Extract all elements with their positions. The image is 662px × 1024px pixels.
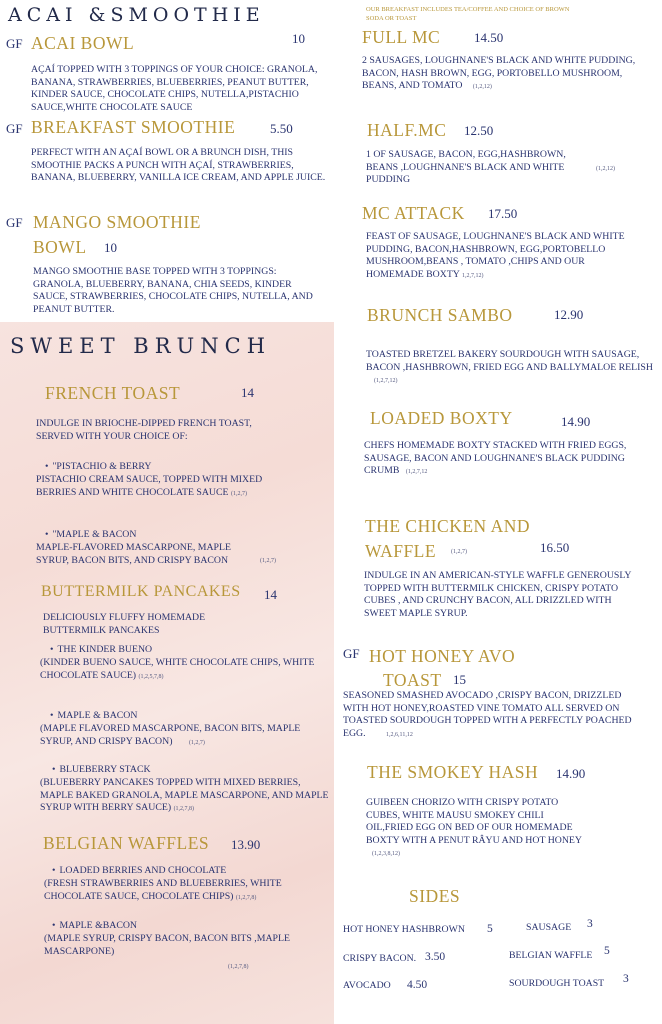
chicken-waffle-price: 16.50 — [540, 540, 570, 555]
acai-bowl-description: AÇAÍ TOPPED WITH 3 TOPPINGS OF YOUR CHOICE: GRANOLA, BANANA, STRAWBERRIES, BLUEBERRIES, PEANUT BUTTER, KINDER SAUCE, CHOCOLATE CHIPS, NUTELLA,PISTACHIO SAUCE,WHITE CHOCOLATE SAUCE — [31, 64, 318, 113]
brunch-sambo-title: BRUNCH SAMBO — [367, 305, 513, 325]
hot-honey-description: SEASONED SMASHED AVOCADO ,CRISPY BACON, DRIZZLED WITH HOT HONEY,ROASTED VINE TOMATO ALL SERVED ON TOASTED SOURDOUGH TOPPED WITH A PERFECTLY POACHED EGG. 1,2,6,11,12 — [343, 690, 632, 739]
full-mc-title: FULL MC — [362, 27, 441, 47]
belgian-waffles-price: 13.90 — [231, 837, 261, 852]
pancakes-option-kinder-title: • THE KINDER BUENO — [50, 644, 152, 657]
breakfast-note: OUR BREAKFAST INCLUDES TEA/COFFEE AND CHOICE OF BROWN SODA OR TOAST — [366, 6, 570, 22]
pancakes-title: BUTTERMILK PANCAKES — [41, 583, 241, 600]
allergen-code: (1,2,7) — [260, 558, 276, 564]
half-mc-price: 12.50 — [464, 123, 494, 138]
breakfast-smoothie-title: BREAKFAST SMOOTHIE — [31, 117, 236, 137]
mc-attack-price: 17.50 — [488, 206, 518, 221]
brunch-sambo-description: TOASTED BRETZEL BAKERY SOURDOUGH WITH SAUSAGE, BACON ,HASHBROWN, FRIED EGG AND BALLYMALOE RELISH (1,2,7,12) — [366, 349, 653, 384]
allergen-code: (1,2,3,8,12) — [372, 851, 400, 857]
pancakes-option-maple-description: (MAPLE FLAVORED MASCARPONE, BACON BITS, MAPLE SYRUP, AND CRISPY BACON) (1,2,7) — [40, 723, 301, 747]
acai-section-title: ACAI &SMOOTHIE — [8, 4, 265, 26]
allergen-code: (1,2,12) — [472, 84, 492, 90]
hot-honey-title-line2: TOAST — [383, 670, 442, 690]
allergen-code: 1,2,7,12) — [461, 272, 484, 279]
breakfast-smoothie-description: PERFECT WITH AN AÇAÍ BOWL OR A BRUNCH DISH, THIS SMOOTHIE PACKS A PUNCH WITH AÇAÍ, STRAWBERRIES, BANANA, BLUEBERRY, VANILLA ICE CREAM, AND APPLE JUICE. — [31, 147, 326, 183]
loaded-boxty-title: LOADED BOXTY — [370, 408, 513, 428]
pancakes-option-blueberry-title: • BLUEBERRY STACK — [52, 764, 151, 777]
allergen-code: (1,2,7) — [451, 549, 467, 555]
side-item-name: HOT HONEY HASHBROWN — [343, 924, 465, 935]
loaded-boxty-price: 14.90 — [561, 414, 591, 429]
side-item-price: 5 — [487, 923, 493, 935]
chicken-waffle-title-line1: THE CHICKEN AND — [365, 516, 530, 536]
french-toast-description: INDULGE IN BRIOCHE-DIPPED FRENCH TOAST, SERVED WITH YOUR CHOICE OF: — [36, 418, 252, 442]
french-toast-title: FRENCH TOAST — [45, 383, 181, 403]
breakfast-smoothie-price: 5.50 — [270, 121, 293, 136]
waffles-option-berries-title: • LOADED BERRIES AND CHOCOLATE — [52, 865, 226, 878]
mango-smoothie-price: 10 — [104, 240, 117, 255]
belgian-waffles-title: BELGIAN WAFFLES — [43, 833, 210, 853]
side-item-name: CRISPY BACON. — [343, 953, 417, 964]
half-mc-title: HALF.MC — [367, 120, 447, 140]
allergen-code: 1,2,6,11,12 — [386, 731, 413, 738]
side-item-price: 3.50 — [425, 951, 446, 963]
pancakes-price: 14 — [264, 587, 277, 602]
hot-honey-title-line1: HOT HONEY AVO — [369, 646, 516, 666]
pancakes-option-kinder-description: (KINDER BUENO SAUCE, WHITE CHOCOLATE CHIPS, WHITE CHOCOLATE SAUCE) (1,2,5,7,8) — [40, 657, 315, 681]
mango-smoothie-title-line1: MANGO SMOOTHIE — [33, 212, 201, 232]
full-mc-description: 2 SAUSAGES, LOUGHNANE'S BLACK AND WHITE PUDDING, BACON, HASH BROWN, EGG, PORTOBELLO MUSHROOM, BEANS, AND TOMATO (1,2,12) — [362, 55, 636, 91]
allergen-code: (1,2,7,12) — [374, 378, 398, 384]
smokey-hash-price: 14.90 — [556, 766, 586, 781]
chicken-waffle-description: INDULGE IN AN AMERICAN-STYLE WAFFLE GENEROUSLY TOPPED WITH BUTTERMILK CHICKEN, CRISPY POTATO CUBES , AND CRUNCHY BACON, ALL DRIZZLED WITH SWEET MAPLE SYRUP. — [364, 570, 632, 619]
side-item-price: 3 — [623, 973, 629, 985]
waffles-option-berries-description: (FRESH STRAWBERRIES AND BLUEBERRIES, WHITE CHOCOLATE SAUCE, CHOCOLATE CHIPS) (1,2,7,8) — [44, 878, 282, 902]
sides-title: SIDES — [409, 886, 461, 906]
french-toast-price: 14 — [241, 385, 254, 400]
allergen-code: (1,2,7,8) — [228, 964, 249, 970]
acai-bowl-title: ACAI BOWL — [31, 33, 135, 53]
allergen-code: (1,2,7) — [230, 490, 247, 497]
allergen-code: (1,2,7) — [188, 739, 205, 746]
loaded-boxty-description: CHEFS HOMEMADE BOXTY STACKED WITH FRIED EGGS, SAUSAGE, BACON AND LOUGHNANE'S BLACK PUDDING CRUMB (1,2,7,12 — [364, 440, 627, 476]
mango-smoothie-title-line2: BOWL — [33, 237, 87, 257]
mc-attack-title: MC ATTACK — [362, 203, 465, 223]
side-item-name: SAUSAGE — [526, 922, 572, 933]
side-item-price: 5 — [604, 945, 610, 957]
waffles-option-maple-description: (MAPLE SYRUP, CRISPY BACON, BACON BITS ,MAPLE MASCARPONE) — [44, 933, 290, 957]
smokey-hash-title: THE SMOKEY HASH — [367, 762, 539, 782]
pancakes-description: DELICIOUSLY FLUFFY HOMEMADE BUTTERMILK PANCAKES — [43, 612, 206, 636]
french-toast-option-pistachio-title: • "PISTACHIO & BERRY — [45, 461, 151, 474]
brunch-sambo-price: 12.90 — [554, 307, 584, 322]
waffles-option-maple-title: • MAPLE &BACON — [52, 920, 137, 933]
half-mc-description: 1 OF SAUSAGE, BACON, EGG,HASHBROWN, BEANS ,LOUGHNANE'S BLACK AND WHITE PUDDING — [366, 149, 566, 185]
hot-honey-price: 15 — [453, 672, 466, 687]
side-item-name: BELGIAN WAFFLE — [509, 950, 593, 961]
allergen-code: (1,2,7,8) — [235, 894, 257, 901]
mc-attack-description: FEAST OF SAUSAGE, LOUGHNANE'S BLACK AND WHITE PUDDING, BACON,HASHBROWN, EGG,PORTOBELLO MUSHROOM,BEANS , TOMATO ,CHIPS AND OUR HOMEMADE BOXTY 1,2,7,12) — [366, 231, 625, 280]
acai-bowl-price: 10 — [292, 31, 305, 46]
mango-smoothie-description: MANGO SMOOTHIE BASE TOPPED WITH 3 TOPPINGS: GRANOLA, BLUEBERRY, BANANA, CHIA SEEDS, KINDER SAUCE, STRAWBERRIES, CHOCOLATE CHIPS, NUTELLA, AND PEANUT BUTTER. — [33, 266, 313, 315]
side-item-name: SOURDOUGH TOAST — [509, 978, 605, 989]
side-item-price: 4.50 — [407, 979, 428, 991]
sweet-brunch-title: SWEET BRUNCH — [10, 334, 272, 358]
smokey-hash-description: GUIBEEN CHORIZO WITH CRISPY POTATO CUBES, WHITE MAUSU SMOKEY CHILI OIL,FRIED EGG ON BED OF OUR HOMEMADE BOXTY WITH A PENUT RÂYU AND HOT HONEY (1,2,3,8,12) — [366, 797, 582, 857]
allergen-code: (1,2,12) — [596, 166, 615, 172]
gf-badge: GF — [343, 646, 360, 661]
full-mc-price: 14.50 — [474, 30, 504, 45]
chicken-waffle-title-line2: WAFFLE — [365, 541, 437, 561]
gf-badge: GF — [6, 36, 23, 51]
allergen-code: (1,2,7,12 — [405, 469, 428, 475]
pancakes-option-maple-title: • MAPLE & BACON — [50, 710, 137, 723]
gf-badge: GF — [6, 121, 23, 136]
french-toast-option-pistachio-description: PISTACHIO CREAM SAUCE, TOPPED WITH MIXED BERRIES AND WHITE CHOCOLATE SAUCE (1,2,7) — [36, 474, 263, 498]
french-toast-option-maple-title: • "MAPLE & BACON — [45, 529, 136, 542]
allergen-code: (1,2,7,8) — [173, 806, 195, 812]
pancakes-option-blueberry-description: (BLUEBERRY PANCAKES TOPPED WITH MIXED BERRIES, MAPLE BAKED GRANOLA, MAPLE MASCARPONE, AND MAPLE SYRUP WITH BERRY SAUCE) (1,2,7,8) — [40, 777, 329, 813]
gf-badge: GF — [6, 215, 23, 230]
side-item-price: 3 — [587, 918, 593, 930]
french-toast-option-maple-description: MAPLE-FLAVORED MASCARPONE, MAPLE SYRUP, BACON BITS, AND CRISPY BACON — [36, 542, 231, 566]
allergen-code: (1,2,5,7,8) — [138, 673, 164, 680]
side-item-name: AVOCADO — [343, 980, 391, 991]
